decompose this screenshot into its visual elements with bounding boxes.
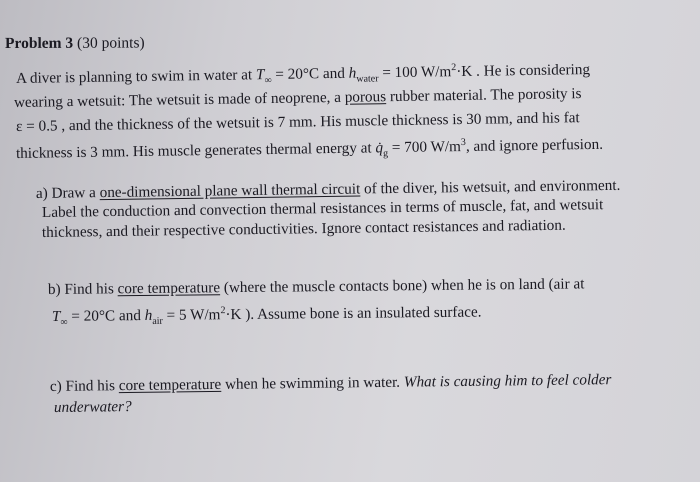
intro-text: = 20°C and bbox=[271, 64, 349, 83]
intro-text: thickness is 3 mm. His muscle generates thermal energy at bbox=[15, 139, 376, 162]
t-infinity-subscript: ∞ bbox=[264, 75, 272, 87]
part-a-text: of the diver, his wetsuit, and environment. bbox=[360, 176, 621, 198]
part-c-italic-question: What is causing him to feel colder bbox=[403, 371, 612, 391]
part-b-text: ·K ). Assume bone is an insulated surface. bbox=[225, 303, 482, 324]
part-a-text: Label the conduction and convection thermal resistances in terms of muscle, fat, and wetsuit bbox=[41, 196, 604, 221]
superscript: 2 bbox=[220, 305, 226, 317]
superscript: 3 bbox=[460, 136, 466, 148]
intro-line-2 bbox=[14, 85, 582, 112]
part-c-italic-question: underwater? bbox=[53, 398, 132, 416]
intro-line-3 bbox=[16, 109, 580, 136]
t-infinity-symbol: T bbox=[51, 307, 61, 325]
part-b-text: (where the muscle contacts bone) when he is on land (air at bbox=[219, 275, 585, 297]
problem-points: (30 points) bbox=[73, 34, 145, 52]
part-b-text: = 5 W/m bbox=[162, 306, 221, 324]
part-c-underlined-phrase: core temperature bbox=[118, 375, 222, 395]
part-a-text: a) Draw a bbox=[35, 184, 100, 202]
intro-text: ·K . He is considering bbox=[456, 60, 591, 81]
t-infinity-subscript: ∞ bbox=[60, 316, 68, 328]
part-b-text: = 20°C and bbox=[67, 307, 145, 325]
part-c-text: when he swimming in water. bbox=[221, 373, 404, 393]
intro-text: rubber material. The porosity is bbox=[385, 85, 582, 106]
h-air-subscript: air bbox=[152, 315, 163, 327]
intro-text: ε = 0.5 , and the thickness of the wetsuit is 7 mm. His muscle thickness is 30 mm, and his fat bbox=[15, 109, 580, 135]
part-b-underlined-phrase: core temperature bbox=[117, 279, 221, 298]
part-b-text: b) Find his bbox=[47, 280, 118, 298]
intro-text: wearing a wetsuit: The wetsuit is made of neoprene, a bbox=[13, 88, 345, 111]
part-b-line-1 bbox=[48, 275, 585, 299]
part-a-underlined-phrase: one-dimensional plane wall thermal circuit bbox=[99, 180, 361, 202]
h-water-symbol: h bbox=[348, 64, 357, 82]
porous-underlined: porous bbox=[344, 88, 387, 106]
q-subscript: g bbox=[383, 148, 389, 160]
intro-line-4 bbox=[16, 136, 603, 163]
problem-number: Problem 3 bbox=[4, 34, 74, 52]
intro-text: A diver is planning to swim in water at bbox=[15, 66, 257, 87]
intro-line-1 bbox=[16, 61, 590, 88]
t-infinity-symbol: T bbox=[255, 66, 265, 84]
part-c-text: c) Find his bbox=[49, 377, 119, 395]
intro-text: = 100 W/m bbox=[378, 63, 452, 82]
q-dot-symbol: q̇ bbox=[375, 139, 384, 157]
h-air-symbol: h bbox=[144, 306, 153, 325]
superscript: 2 bbox=[451, 62, 457, 74]
intro-text: , and ignore perfusion. bbox=[465, 135, 604, 155]
part-c-line-1 bbox=[50, 371, 612, 396]
problem-title bbox=[5, 35, 145, 53]
intro-text: = 700 W/m bbox=[387, 138, 462, 157]
h-water-subscript: water bbox=[356, 73, 379, 85]
part-c-line-2 bbox=[54, 398, 132, 417]
part-a-text: thickness, and their respective conductivities. Ignore contact resistances and radiation. bbox=[41, 216, 566, 241]
part-b-line-2 bbox=[52, 304, 482, 326]
